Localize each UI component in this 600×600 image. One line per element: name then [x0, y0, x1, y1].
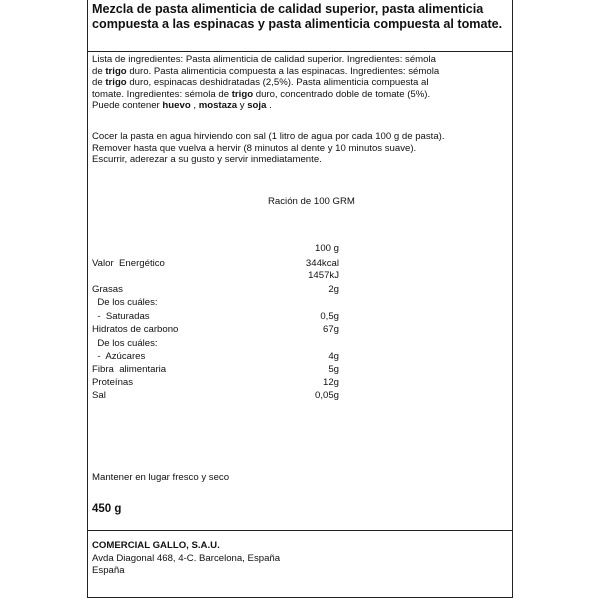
nutrient-label: Fibra alimentaria: [92, 364, 167, 375]
product-title: Mezcla de pasta alimenticia de calidad superior, pasta alimenticia compuesta a las espinacas y pasta alimenticia compuesta al tomate.: [92, 2, 503, 31]
nutrient-value: 2g: [328, 284, 339, 295]
ingredients-text: tomate. Ingredientes: sémola de: [92, 88, 232, 100]
nutrient-label: Proteínas: [92, 377, 134, 388]
nutrition-row: [88, 324, 514, 335]
ingredients-line: [92, 54, 508, 66]
allergen-text: trigo: [105, 65, 127, 77]
net-weight: 450 g: [92, 503, 122, 515]
nutrition-row: [88, 351, 514, 362]
nutrient-value: 0,5g: [320, 311, 339, 322]
nutrient-value: 12g: [322, 377, 339, 388]
company-info: [88, 540, 512, 578]
nutrient-label: De los cuáles:: [92, 338, 158, 349]
company-name: COMERCIAL GALLO, S.A.U.: [92, 540, 220, 551]
instruction-line: Cocer la pasta en agua hirviendo con sal (1 litro de agua por cada 100 g de pasta).: [92, 131, 445, 142]
ingredients-list: [88, 54, 512, 112]
nutrient-label: - Azúcares: [92, 351, 146, 362]
instruction-line: Escurrir, aderezar a su gusto y servir inmediatamente.: [92, 154, 322, 166]
cooking-instructions: [88, 131, 512, 166]
nutrition-row: [88, 270, 514, 281]
ingredients-line: [92, 66, 508, 78]
divider: [88, 530, 512, 531]
ingredients-text: ,: [190, 100, 199, 112]
nutrition-row: [88, 258, 514, 269]
nutrition-row: [88, 364, 514, 375]
nutrition-row: [88, 311, 514, 322]
nutrient-label: Sal: [92, 390, 106, 401]
divider: [88, 51, 512, 52]
ingredients-text: duro, concentrado doble de tomate (5%).: [253, 88, 431, 100]
ingredients-text: de: [92, 77, 106, 89]
nutrient-value: 100 g: [314, 243, 339, 254]
instruction-line: Remover hasta que vuelva a hervir (8 minutos al dente y 10 minutos suave).: [92, 142, 417, 154]
ingredients-text: Puede contener: [92, 100, 163, 112]
product-label: [87, 0, 513, 598]
nutrition-row: [88, 284, 514, 295]
nutrition-row: [88, 390, 514, 401]
allergen-text: trigo: [105, 77, 127, 89]
ingredients-text: .: [266, 100, 272, 112]
ingredients-text: y: [237, 100, 248, 112]
ingredients-text: duro. Pasta alimenticia compuesta a las espinacas. Ingredientes: sémola: [126, 65, 440, 77]
company-address: Avda Diagonal 468, 4-C. Barcelona, España: [92, 552, 281, 564]
allergen-text: mostaza: [198, 100, 238, 112]
nutrient-label: Grasas: [92, 284, 123, 295]
nutrient-value: 0,05g: [314, 390, 339, 401]
nutrient-label: - Saturadas: [92, 311, 150, 322]
nutrient-label: Hidratos de carbono: [92, 324, 179, 335]
nutrition-row: [88, 338, 514, 349]
ingredients-line: [92, 89, 508, 101]
allergen-text: huevo: [162, 100, 191, 112]
nutrient-label: De los cuáles:: [92, 297, 158, 308]
allergen-text: trigo: [231, 88, 254, 100]
ingredients-text: duro, espinacas deshidratadas (2,5%). Pasta alimenticia compuesta al: [126, 77, 429, 89]
allergen-text: soja: [247, 100, 267, 112]
ingredients-text: Lista de ingredientes: Pasta alimenticia de calidad superior. Ingredientes: sémola: [92, 54, 436, 65]
nutrient-value: 344kcal: [305, 258, 339, 269]
portion-label: Ración de 100 GRM: [268, 196, 355, 207]
company-country: España: [92, 565, 125, 576]
nutrition-row: [88, 377, 514, 388]
nutrient-value: 1457kJ: [308, 270, 339, 281]
nutrient-value: 4g: [328, 351, 339, 362]
storage-instructions: Mantener en lugar fresco y seco: [92, 472, 230, 483]
ingredients-line: [92, 100, 508, 112]
nutrient-label: Valor Energético: [92, 258, 165, 269]
ingredients-line: [92, 77, 508, 89]
nutrition-row: [88, 243, 514, 254]
nutrient-value: 5g: [328, 364, 339, 375]
nutrient-value: 67g: [322, 324, 339, 335]
nutrition-row: [88, 297, 514, 308]
ingredients-text: de: [92, 65, 106, 77]
